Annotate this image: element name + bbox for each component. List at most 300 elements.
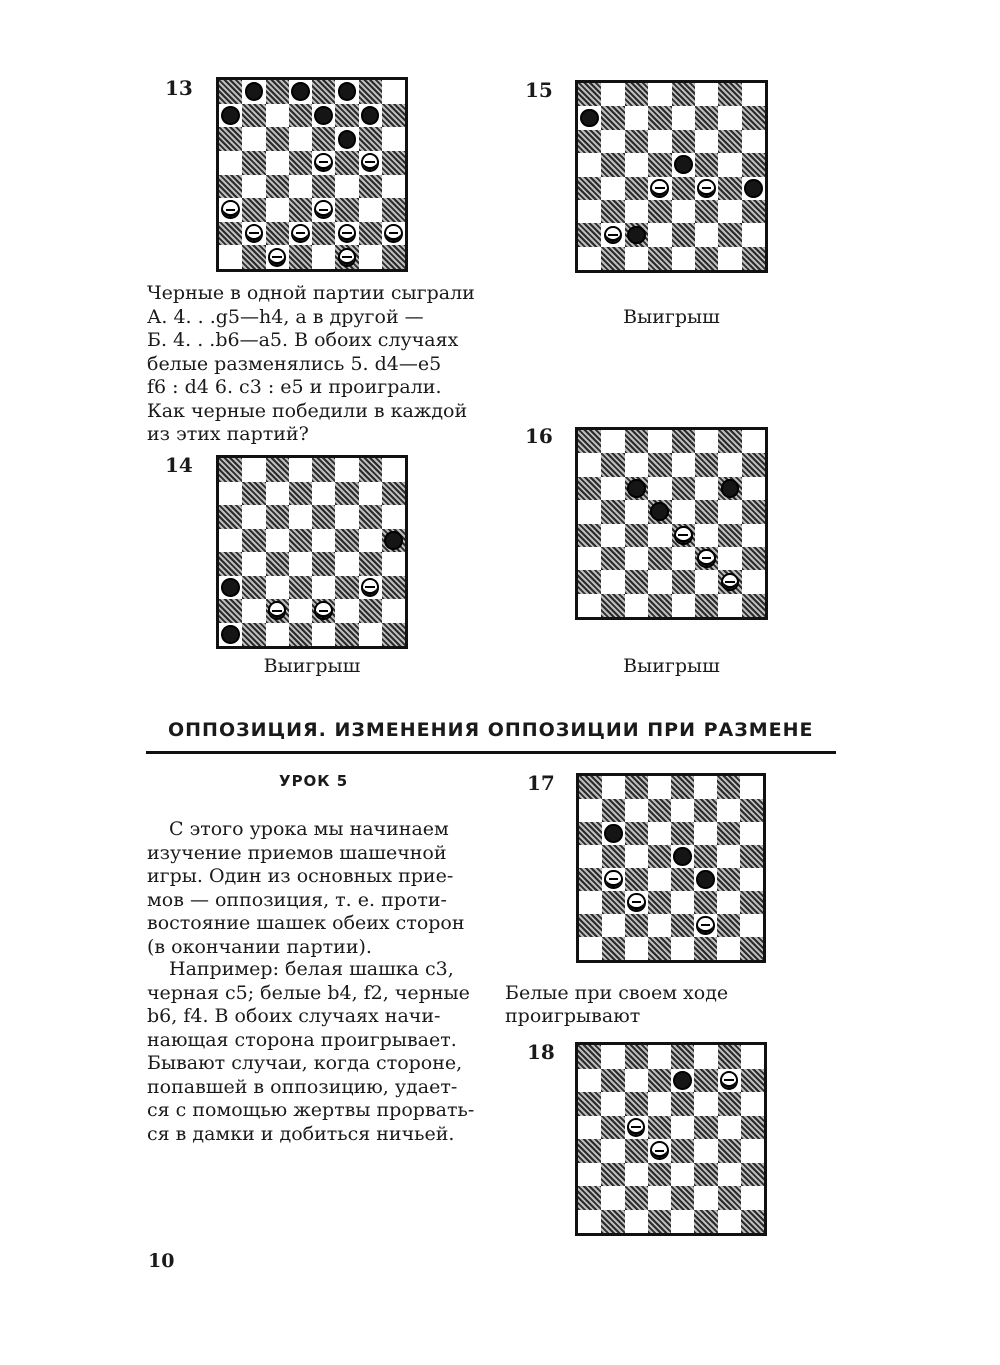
square-b8 xyxy=(242,458,265,482)
square-a8 xyxy=(579,776,602,799)
square-h4 xyxy=(740,868,763,891)
white-checker-g2 xyxy=(721,573,740,592)
square-c7 xyxy=(625,106,648,129)
square-a5 xyxy=(219,529,242,553)
black-checker-g6 xyxy=(721,479,740,498)
square-g3 xyxy=(718,1163,741,1187)
square-d6 xyxy=(648,1092,671,1116)
square-e6 xyxy=(312,127,335,151)
square-h6 xyxy=(741,1092,764,1116)
square-f4 xyxy=(335,175,358,199)
square-g5 xyxy=(718,500,741,523)
square-c6 xyxy=(625,477,648,500)
square-b6 xyxy=(242,127,265,151)
text-line: С этого урока мы начинаем xyxy=(169,818,449,840)
square-b8 xyxy=(602,776,625,799)
square-b1 xyxy=(601,594,624,617)
square-f3 xyxy=(694,1163,717,1187)
square-a8 xyxy=(219,80,242,104)
square-b3 xyxy=(602,891,625,914)
square-f4 xyxy=(695,524,718,547)
square-c4 xyxy=(625,868,648,891)
square-g4 xyxy=(359,552,382,576)
square-e5 xyxy=(671,845,694,868)
square-h7 xyxy=(741,1069,764,1093)
text-line: из этих партий? xyxy=(147,423,309,445)
square-g2 xyxy=(359,599,382,623)
square-e3 xyxy=(312,198,335,222)
square-b7 xyxy=(601,1069,624,1093)
square-f2 xyxy=(694,914,717,937)
square-b6 xyxy=(602,822,625,845)
square-f4 xyxy=(695,177,718,200)
square-e4 xyxy=(312,175,335,199)
square-d2 xyxy=(289,599,312,623)
square-g5 xyxy=(718,153,741,176)
square-d3 xyxy=(289,576,312,600)
square-f7 xyxy=(695,106,718,129)
square-b6 xyxy=(601,477,624,500)
square-b7 xyxy=(601,106,624,129)
square-d3 xyxy=(648,547,671,570)
square-h4 xyxy=(741,1139,764,1163)
square-f3 xyxy=(695,547,718,570)
square-a2 xyxy=(219,599,242,623)
square-f5 xyxy=(695,500,718,523)
square-b6 xyxy=(601,130,624,153)
text-line: белые разменялись 5. d4—e5 xyxy=(147,352,442,375)
square-c8 xyxy=(266,80,289,104)
white-checker-f4 xyxy=(697,179,716,198)
square-g5 xyxy=(359,529,382,553)
square-h6 xyxy=(382,127,405,151)
square-f6 xyxy=(694,822,717,845)
square-f1 xyxy=(695,594,718,617)
black-checker-a7 xyxy=(580,109,599,128)
square-a8 xyxy=(578,83,601,106)
square-e3 xyxy=(672,200,695,223)
square-c3 xyxy=(266,198,289,222)
square-d7 xyxy=(648,1069,671,1093)
square-b5 xyxy=(602,845,625,868)
square-a5 xyxy=(578,1116,601,1140)
square-d5 xyxy=(648,500,671,523)
square-a4 xyxy=(578,524,601,547)
diagram-number-18: 18 xyxy=(527,1040,555,1064)
white-checker-c3 xyxy=(627,893,645,911)
square-g7 xyxy=(717,799,740,822)
square-f3 xyxy=(335,198,358,222)
square-c6 xyxy=(625,130,648,153)
square-a7 xyxy=(578,1069,601,1093)
square-c3 xyxy=(625,891,648,914)
square-d4 xyxy=(648,1139,671,1163)
square-e4 xyxy=(671,868,694,891)
square-h7 xyxy=(742,106,765,129)
square-h5 xyxy=(382,529,405,553)
square-c2 xyxy=(625,914,648,937)
square-e4 xyxy=(672,524,695,547)
square-d8 xyxy=(289,458,312,482)
square-a8 xyxy=(578,430,601,453)
square-e2 xyxy=(672,570,695,593)
square-a7 xyxy=(578,106,601,129)
square-c4 xyxy=(625,524,648,547)
square-e6 xyxy=(312,505,335,529)
diagram-13-text xyxy=(147,282,477,447)
square-h1 xyxy=(742,247,765,270)
square-f8 xyxy=(335,80,358,104)
square-f7 xyxy=(335,104,358,128)
square-f3 xyxy=(695,200,718,223)
black-checker-f6 xyxy=(338,130,357,149)
square-d3 xyxy=(648,200,671,223)
square-b8 xyxy=(242,80,265,104)
square-e8 xyxy=(672,83,695,106)
square-h1 xyxy=(382,245,405,269)
square-a6 xyxy=(219,127,242,151)
square-a4 xyxy=(579,868,602,891)
square-e2 xyxy=(671,1186,694,1210)
square-h6 xyxy=(742,130,765,153)
square-a4 xyxy=(578,1139,601,1163)
square-h3 xyxy=(741,1163,764,1187)
square-e1 xyxy=(672,247,695,270)
square-d4 xyxy=(289,552,312,576)
square-f1 xyxy=(695,247,718,270)
square-e4 xyxy=(672,177,695,200)
square-h2 xyxy=(741,1186,764,1210)
white-checker-b2 xyxy=(604,226,623,245)
square-g3 xyxy=(718,200,741,223)
square-f6 xyxy=(694,1092,717,1116)
square-e8 xyxy=(671,1045,694,1069)
square-f6 xyxy=(695,477,718,500)
square-c7 xyxy=(266,104,289,128)
square-c1 xyxy=(266,245,289,269)
text-line: Черные в одной партии сыграли xyxy=(147,282,475,304)
square-c1 xyxy=(266,623,289,647)
square-h7 xyxy=(740,799,763,822)
black-checker-b6 xyxy=(604,824,622,842)
square-b1 xyxy=(242,623,265,647)
square-b6 xyxy=(242,505,265,529)
square-e8 xyxy=(312,458,335,482)
black-checker-e7 xyxy=(314,106,333,125)
square-e4 xyxy=(671,1139,694,1163)
square-h2 xyxy=(740,914,763,937)
square-d6 xyxy=(648,130,671,153)
square-h8 xyxy=(740,776,763,799)
square-b2 xyxy=(242,222,265,246)
text-line: b6, f4. В обоих случаях начи- xyxy=(147,1005,441,1027)
diagram-number-17: 17 xyxy=(527,771,555,795)
square-e7 xyxy=(312,104,335,128)
square-c8 xyxy=(625,1045,648,1069)
square-c7 xyxy=(625,1069,648,1093)
black-checker-f8 xyxy=(338,82,357,101)
square-c4 xyxy=(266,175,289,199)
square-e5 xyxy=(672,500,695,523)
square-h3 xyxy=(742,547,765,570)
square-e3 xyxy=(312,576,335,600)
square-a6 xyxy=(579,822,602,845)
white-checker-f2 xyxy=(338,224,357,243)
square-a2 xyxy=(579,914,602,937)
square-b2 xyxy=(601,570,624,593)
square-b5 xyxy=(601,500,624,523)
square-c6 xyxy=(625,822,648,845)
square-f2 xyxy=(335,222,358,246)
square-a6 xyxy=(578,1092,601,1116)
square-f8 xyxy=(695,83,718,106)
square-d6 xyxy=(289,505,312,529)
square-c7 xyxy=(625,799,648,822)
square-c8 xyxy=(625,83,648,106)
white-checker-d2 xyxy=(291,224,310,243)
square-a3 xyxy=(219,576,242,600)
white-checker-b2 xyxy=(245,224,264,243)
square-e5 xyxy=(312,529,335,553)
square-d7 xyxy=(648,106,671,129)
square-c5 xyxy=(625,153,648,176)
square-a6 xyxy=(219,505,242,529)
square-d7 xyxy=(648,453,671,476)
white-checker-c1 xyxy=(268,248,287,267)
square-a3 xyxy=(578,200,601,223)
square-d6 xyxy=(289,127,312,151)
square-c2 xyxy=(625,1186,648,1210)
square-h4 xyxy=(382,175,405,199)
square-e1 xyxy=(671,1210,694,1234)
text-line: Б. 4. . .b6—a5. В обоих случаях xyxy=(147,329,459,351)
lesson-paragraph-1 xyxy=(147,818,477,959)
square-c8 xyxy=(266,458,289,482)
square-a5 xyxy=(578,153,601,176)
square-b5 xyxy=(601,1116,624,1140)
white-checker-g3 xyxy=(361,578,380,597)
square-f5 xyxy=(335,151,358,175)
square-h1 xyxy=(742,594,765,617)
square-a2 xyxy=(578,570,601,593)
square-b3 xyxy=(242,576,265,600)
square-c1 xyxy=(625,594,648,617)
square-a7 xyxy=(219,482,242,506)
square-h3 xyxy=(382,576,405,600)
caption-16: Выигрыш xyxy=(623,655,720,677)
square-d1 xyxy=(289,245,312,269)
square-d3 xyxy=(289,198,312,222)
square-h5 xyxy=(382,151,405,175)
black-checker-g7 xyxy=(361,106,380,125)
caption-14: Выигрыш xyxy=(263,655,361,677)
square-e3 xyxy=(672,547,695,570)
square-b8 xyxy=(601,83,624,106)
square-e7 xyxy=(671,1069,694,1093)
square-a1 xyxy=(219,623,242,647)
square-a2 xyxy=(219,222,242,246)
square-e7 xyxy=(672,106,695,129)
white-checker-b4 xyxy=(604,870,622,888)
square-g2 xyxy=(718,223,741,246)
square-b2 xyxy=(602,914,625,937)
square-h2 xyxy=(742,570,765,593)
black-checker-h4 xyxy=(744,179,763,198)
text-line: Бывают случаи, когда стороне, xyxy=(147,1052,463,1074)
square-a2 xyxy=(578,223,601,246)
diagram-number-16: 16 xyxy=(525,424,553,448)
square-e8 xyxy=(312,80,335,104)
square-a5 xyxy=(579,845,602,868)
white-checker-e5 xyxy=(314,153,333,172)
section-title: ОППОЗИЦИЯ. ИЗМЕНЕНИЯ ОППОЗИЦИИ ПРИ РАЗМЕНЕ xyxy=(168,719,814,741)
square-f1 xyxy=(694,937,717,960)
black-checker-a7 xyxy=(221,106,240,125)
square-f4 xyxy=(694,1139,717,1163)
square-f5 xyxy=(695,153,718,176)
text-line: попавшей в оппозицию, удает- xyxy=(147,1075,458,1098)
text-line: игры. Один из основных прие- xyxy=(147,865,454,887)
square-g1 xyxy=(359,623,382,647)
square-e7 xyxy=(312,482,335,506)
square-g7 xyxy=(718,453,741,476)
square-g8 xyxy=(359,80,382,104)
checkers-board-13 xyxy=(216,77,408,272)
square-h5 xyxy=(740,845,763,868)
square-e2 xyxy=(312,599,335,623)
square-b1 xyxy=(601,247,624,270)
square-g5 xyxy=(718,1116,741,1140)
square-h3 xyxy=(742,200,765,223)
white-checker-e2 xyxy=(314,601,333,620)
square-f6 xyxy=(335,505,358,529)
square-f1 xyxy=(694,1210,717,1234)
square-g6 xyxy=(359,505,382,529)
white-checker-f3 xyxy=(697,549,716,568)
square-e1 xyxy=(671,937,694,960)
square-b1 xyxy=(602,937,625,960)
square-d7 xyxy=(289,104,312,128)
black-checker-h5 xyxy=(384,531,403,550)
square-f8 xyxy=(694,1045,717,1069)
black-checker-a3 xyxy=(221,578,240,597)
square-c4 xyxy=(625,177,648,200)
square-b2 xyxy=(601,1186,624,1210)
square-g7 xyxy=(718,1069,741,1093)
black-checker-d8 xyxy=(291,82,310,101)
square-f7 xyxy=(335,482,358,506)
square-f8 xyxy=(335,458,358,482)
square-b4 xyxy=(242,175,265,199)
square-d4 xyxy=(648,177,671,200)
square-g5 xyxy=(717,845,740,868)
black-checker-c6 xyxy=(627,479,646,498)
square-e2 xyxy=(671,914,694,937)
text-line: Как черные победили в каждой xyxy=(147,399,468,422)
square-d7 xyxy=(289,482,312,506)
checkers-board-14 xyxy=(216,455,408,649)
square-f3 xyxy=(694,891,717,914)
text-line: нающая сторона проигрывает. xyxy=(147,1028,457,1051)
square-b8 xyxy=(601,1045,624,1069)
white-checker-e3 xyxy=(314,200,333,219)
square-h8 xyxy=(741,1045,764,1069)
square-b5 xyxy=(242,529,265,553)
square-e6 xyxy=(672,477,695,500)
square-h6 xyxy=(382,505,405,529)
square-g3 xyxy=(359,576,382,600)
square-h3 xyxy=(740,891,763,914)
square-f5 xyxy=(335,529,358,553)
white-checker-g7 xyxy=(720,1071,739,1090)
square-d1 xyxy=(289,623,312,647)
square-c6 xyxy=(625,1092,648,1116)
square-h7 xyxy=(382,482,405,506)
text-line: А. 4. . .g5—h4, а в другой — xyxy=(147,305,424,328)
square-c7 xyxy=(625,453,648,476)
square-c5 xyxy=(266,151,289,175)
square-g8 xyxy=(718,83,741,106)
square-h8 xyxy=(742,430,765,453)
square-g4 xyxy=(717,868,740,891)
square-a8 xyxy=(578,1045,601,1069)
square-e2 xyxy=(312,222,335,246)
square-d7 xyxy=(648,799,671,822)
white-checker-h2 xyxy=(384,224,403,243)
square-f8 xyxy=(694,776,717,799)
black-checker-e5 xyxy=(674,155,693,174)
square-c5 xyxy=(266,529,289,553)
square-a5 xyxy=(219,151,242,175)
section-rule xyxy=(146,751,836,754)
square-c4 xyxy=(625,1139,648,1163)
square-g1 xyxy=(359,245,382,269)
white-checker-d4 xyxy=(650,1141,669,1160)
square-c1 xyxy=(625,247,648,270)
square-d2 xyxy=(648,223,671,246)
diagram-number-14: 14 xyxy=(165,453,193,477)
square-c5 xyxy=(625,1116,648,1140)
square-b4 xyxy=(601,524,624,547)
checkers-board-15 xyxy=(575,80,768,273)
square-b5 xyxy=(601,153,624,176)
square-d8 xyxy=(289,80,312,104)
square-c7 xyxy=(266,482,289,506)
square-g8 xyxy=(359,458,382,482)
square-b4 xyxy=(601,177,624,200)
square-g6 xyxy=(359,127,382,151)
square-d3 xyxy=(648,891,671,914)
square-d5 xyxy=(289,151,312,175)
square-h8 xyxy=(382,458,405,482)
square-c6 xyxy=(266,127,289,151)
square-e7 xyxy=(671,799,694,822)
square-d8 xyxy=(648,83,671,106)
square-a1 xyxy=(578,247,601,270)
square-a3 xyxy=(219,198,242,222)
square-b2 xyxy=(242,599,265,623)
white-checker-d4 xyxy=(650,179,669,198)
square-g3 xyxy=(359,198,382,222)
square-d3 xyxy=(648,1163,671,1187)
square-b4 xyxy=(242,552,265,576)
square-h4 xyxy=(742,524,765,547)
square-f1 xyxy=(335,245,358,269)
black-checker-e5 xyxy=(673,847,691,865)
square-c1 xyxy=(625,937,648,960)
square-b3 xyxy=(601,547,624,570)
square-h8 xyxy=(742,83,765,106)
